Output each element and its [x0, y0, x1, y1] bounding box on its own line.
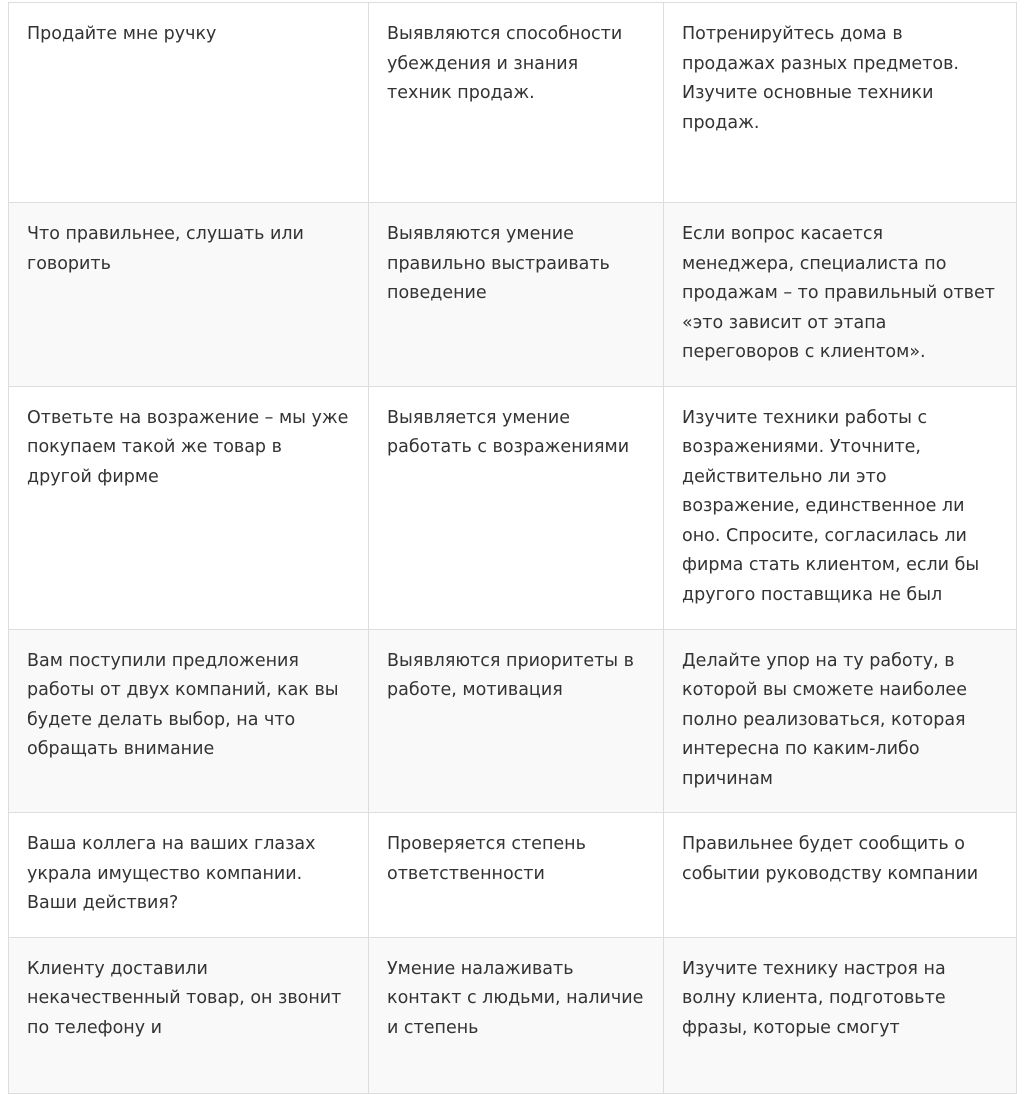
advice-cell: Правильнее будет сообщить о событии руководству компании — [664, 813, 1017, 938]
advice-cell: Делайте упор на ту работу, в которой вы сможете наиболее полно реализоваться, которая интересна по каким-либо причинам — [664, 629, 1017, 813]
question-cell: Что правильнее, слушать или говорить — [9, 203, 369, 387]
purpose-cell: Выявляются приоритеты в работе, мотивация — [369, 629, 664, 813]
advice-cell: Изучите технику настроя на волну клиента, подготовьте фразы, которые смогут — [664, 937, 1017, 1093]
question-cell: Вам поступили предложения работы от двух компаний, как вы будете делать выбор, на что обращать внимание — [9, 629, 369, 813]
table-row — [9, 937, 1017, 1093]
purpose-cell: Умение налаживать контакт с людьми, наличие и степень — [369, 937, 664, 1093]
purpose-cell: Выявляется умение работать с возражениями — [369, 386, 664, 629]
purpose-cell: Проверяется степень ответственности — [369, 813, 664, 938]
table-row — [9, 3, 1017, 203]
table-row — [9, 203, 1017, 387]
advice-cell: Изучите техники работы с возражениями. Уточните, действительно ли это возражение, единственное ли оно. Спросите, согласилась ли фирма стать клиентом, если бы другого поставщика не был — [664, 386, 1017, 629]
question-cell: Продайте мне ручку — [9, 3, 369, 203]
table-row — [9, 386, 1017, 629]
table-row — [9, 629, 1017, 813]
interview-questions-table — [8, 2, 1017, 1094]
question-cell: Ответьте на возражение – мы уже покупаем такой же товар в другой фирме — [9, 386, 369, 629]
advice-cell: Если вопрос касается менеджера, специалиста по продажам – то правильный ответ «это зависит от этапа переговоров с клиентом». — [664, 203, 1017, 387]
question-cell: Ваша коллега на ваших глазах украла имущество компании. Ваши действия? — [9, 813, 369, 938]
question-cell: Клиенту доставили некачественный товар, он звонит по телефону и — [9, 937, 369, 1093]
advice-cell: Потренируйтесь дома в продажах разных предметов. Изучите основные техники продаж. — [664, 3, 1017, 203]
table-row — [9, 813, 1017, 938]
purpose-cell: Выявляются способности убеждения и знания техник продаж. — [369, 3, 664, 203]
purpose-cell: Выявляются умение правильно выстраивать поведение — [369, 203, 664, 387]
